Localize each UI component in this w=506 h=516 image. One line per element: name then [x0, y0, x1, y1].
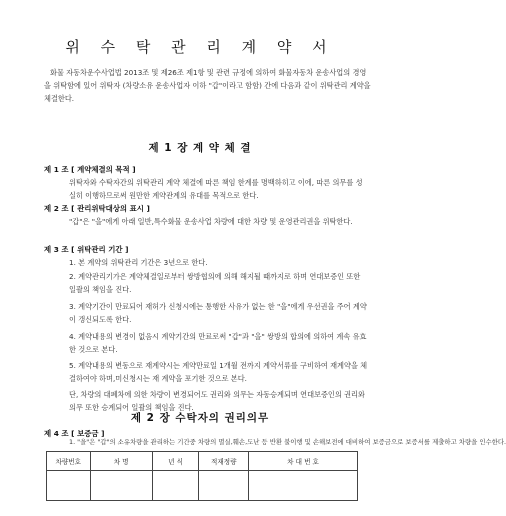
- document-title: 위 수 탁 관 리 계 약 서: [65, 38, 335, 56]
- chapter-2-heading: 제 2 장 수탁자의 권리의무: [130, 412, 270, 424]
- article-3-proviso: 단, 차량의 대폐차에 의한 차량이 변경되어도 권리와 의무는 자동승계되며 연대보증인의 권리와 의무 또한 승계되어 일괄의 책임을 진다.: [69, 390, 365, 412]
- preamble-paragraph: 화물 자동차운수사업법 2013조 및 제26조 제1항 및 관련 규정에 의하여 화물자동차 운송사업의 경영을 위탁함에 있어 위탁자 (차량소유 운송사업자 이하 "갑"이라고 함함) 간에 다음과 같이 위탁관리 계약을 체결한다.: [44, 68, 371, 103]
- article-3-heading: 제 3 조 [ 위탁관리 기간 ]: [44, 245, 129, 254]
- table-cell: [152, 471, 199, 501]
- table-cell: [249, 471, 358, 501]
- vehicle-info-table: [46, 451, 358, 501]
- article-3-item-3: 3. 계약기간이 만료되어 재허가 신청시에는 통행한 사유가 없는 한 "을"에게 우선권을 주어 계약이 갱신되도록 한다.: [69, 302, 367, 324]
- article-4-item-1: 1. "을"은 "갑"의 소유차량을 관리하는 기간중 차량의 멸실,훼손,도난 등 반환 불이행 및 손해보전에 대비하여 보증금으로 보증서를 제출하고 차량을 인수한다.: [69, 438, 506, 446]
- article-2-text: "갑"은 "을"에게 아래 일반,특수화물 운송사업 차량에 대한 차량 및 운영관리권을 위탁한다.: [69, 217, 353, 226]
- chapter-1-heading: 제 1 장 계 약 체 결: [148, 142, 252, 154]
- table-cell: [90, 471, 152, 501]
- article-4-heading: 제 4 조 [ 보증금 ]: [44, 429, 105, 438]
- article-3-item-5: 5. 계약내용의 변동으로 재계약시는 계약만료일 1개월 전까지 계약서류를 구비하여 재계약을 체결하여야 하며,미신청시는 재 계약을 포기한 것으로 본다.: [69, 361, 368, 383]
- article-3-item-2: 2. 계약관리기가은 계약체결일로부터 쌍방협의에 의해 해지될 때까지로 하며 연대보증인 또한 일괄의 책임을 진다.: [69, 272, 361, 294]
- article-1-text: 위탁자와 수탁자간의 위탁관리 계약 체결에 따른 책임 한계를 명백하히고 이에, 따른 의무를 성실히 이행하므로써 원만한 계약관계의 유대를 목적으로 한다.: [69, 178, 363, 200]
- col-chassis-number: 차 대 번 호: [249, 452, 358, 471]
- table-header-row: [47, 452, 358, 471]
- article-3-item-1: 1. 본 계약의 위탁관리 기간은 3년으로 한다.: [69, 258, 208, 267]
- col-vehicle-name: 차 명: [90, 452, 152, 471]
- col-load-capacity: 적재정량: [199, 452, 249, 471]
- article-3-item-4: 4. 계약내용의 변경이 없음시 계약기간의 만료로써 "갑"과 "을" 쌍방의 합의에 의하여 계속 유효한 것으로 본다.: [69, 332, 367, 354]
- table-row: [47, 471, 358, 501]
- col-model-year: 년 식: [152, 452, 199, 471]
- article-1-heading: 제 1 조 [ 계약체결의 목적 ]: [44, 165, 136, 174]
- table-cell: [47, 471, 91, 501]
- col-vehicle-number: 차량번호: [47, 452, 91, 471]
- article-2-heading: 제 2 조 [ 관리위탁대상의 표시 ]: [44, 204, 150, 213]
- table-cell: [199, 471, 249, 501]
